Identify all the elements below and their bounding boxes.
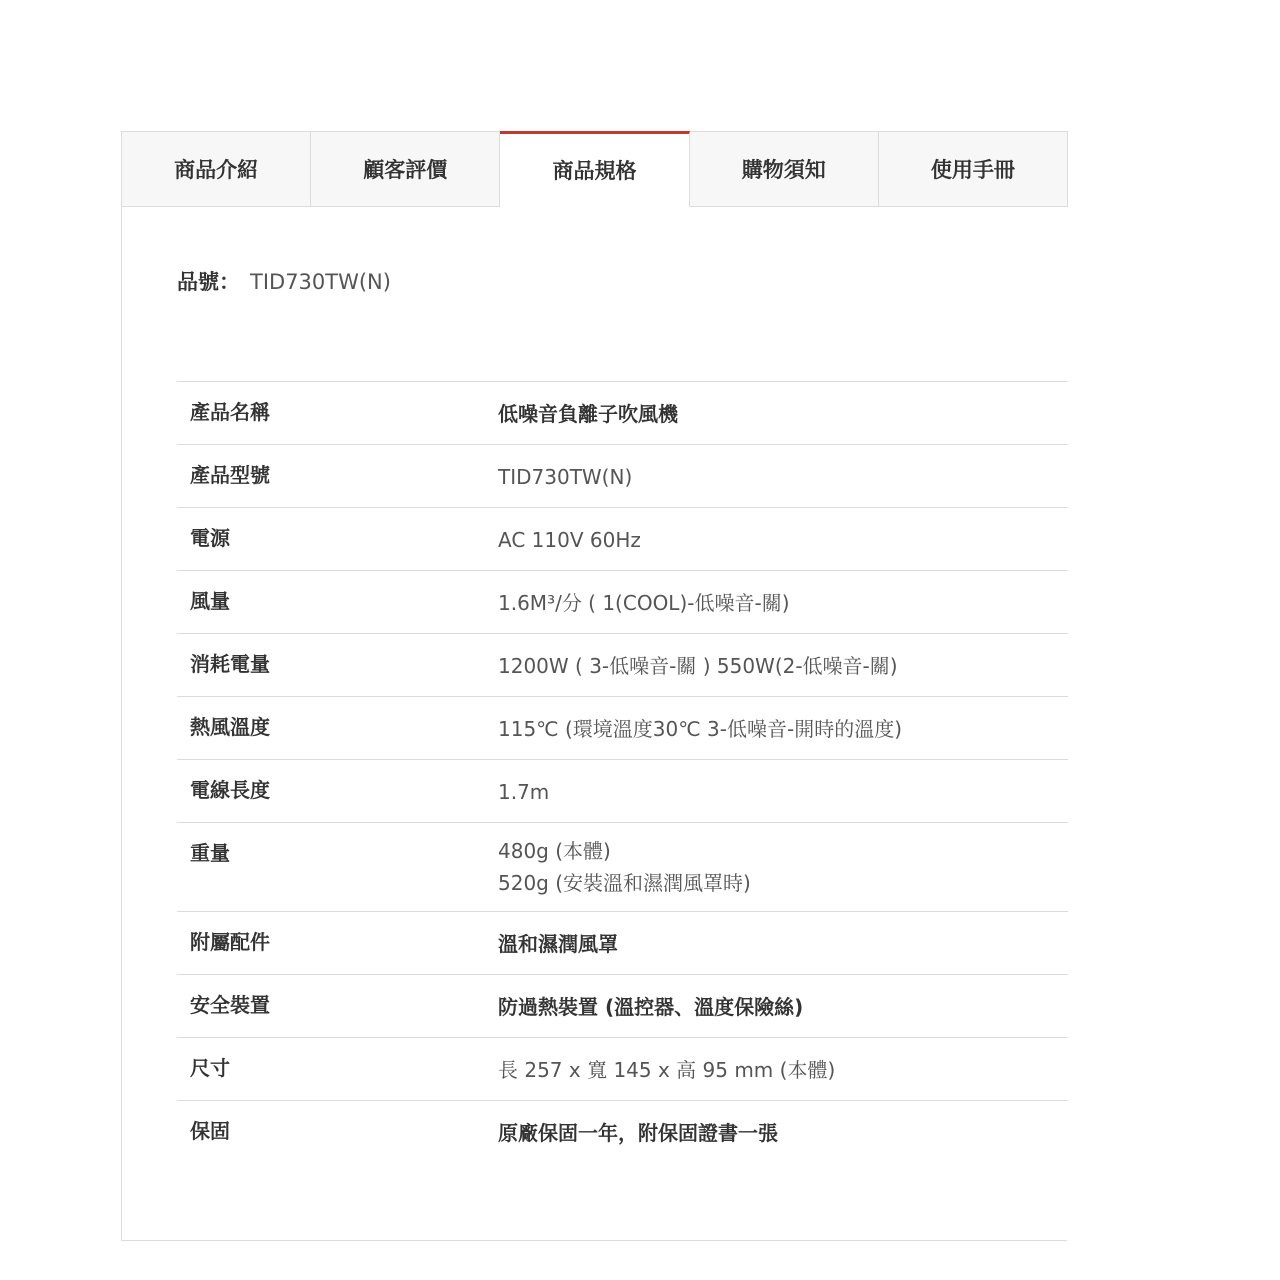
- spec-value-line: 520g (安裝溫和濕潤風罩時): [498, 871, 751, 895]
- tab-product-specs[interactable]: 商品規格: [500, 131, 689, 207]
- spec-row-safety: [177, 975, 1068, 1038]
- product-model-line: [177, 266, 391, 296]
- tab-user-manual[interactable]: 使用手冊: [879, 131, 1068, 207]
- spec-value: 長 257 x 寬 145 x 高 95 mm (本體): [498, 1058, 836, 1082]
- tab-product-intro[interactable]: 商品介紹: [122, 131, 311, 207]
- spec-label: 安全裝置: [190, 993, 270, 1017]
- spec-value: 1.7m: [498, 780, 550, 804]
- spec-value: 1200W ( 3-低噪音-關 ) 550W(2-低噪音-關): [498, 654, 898, 678]
- spec-value: 溫和濕潤風罩: [498, 932, 618, 956]
- spec-label: 產品型號: [190, 463, 270, 487]
- spec-row-product-model: [177, 445, 1068, 508]
- spec-value: 低噪音負離子吹風機: [498, 402, 678, 426]
- spec-label: 附屬配件: [190, 930, 270, 954]
- spec-label: 產品名稱: [190, 400, 270, 424]
- product-model-label: 品號：: [177, 270, 240, 294]
- spec-label: 尺寸: [190, 1056, 230, 1080]
- spec-label: 重量: [190, 841, 230, 865]
- tab-shopping-notice[interactable]: 購物須知: [690, 131, 879, 207]
- spec-label: 消耗電量: [190, 652, 270, 676]
- spec-label: 熱風溫度: [190, 715, 270, 739]
- spec-row-accessories: [177, 912, 1068, 975]
- spec-value: AC 110V 60Hz: [498, 528, 641, 552]
- spec-row-power-consumption: [177, 634, 1068, 697]
- tab-customer-reviews[interactable]: 顧客評價: [311, 131, 500, 207]
- spec-row-dimensions: [177, 1038, 1068, 1101]
- spec-row-product-name: [177, 382, 1068, 445]
- product-model-value: TID730TW(N): [250, 270, 391, 294]
- product-detail-panel: [121, 131, 1067, 1241]
- spec-label: 保固: [190, 1119, 230, 1143]
- spec-row-weight: [177, 823, 1068, 912]
- spec-row-hot-air-temp: [177, 697, 1068, 760]
- spec-value: 原廠保固一年，附保固證書一張: [498, 1121, 778, 1145]
- spec-value: 防過熱裝置 (溫控器、溫度保險絲): [498, 995, 804, 1019]
- spec-value-line: 480g (本體): [498, 839, 611, 863]
- spec-value: 115℃ (環境溫度30℃ 3-低噪音-開時的溫度): [498, 717, 903, 741]
- detail-tabs: [122, 131, 1068, 207]
- spec-row-warranty: [177, 1101, 1068, 1163]
- spec-value: TID730TW(N): [498, 465, 633, 489]
- spec-row-airflow: [177, 571, 1068, 634]
- spec-label: 電線長度: [190, 778, 270, 802]
- spec-value: [485, 823, 1068, 911]
- spec-label: 風量: [190, 589, 230, 613]
- spec-row-cord-length: [177, 760, 1068, 823]
- spec-value: 1.6M³/分 ( 1(COOL)-低噪音-關): [498, 591, 790, 615]
- spec-label: 電源: [190, 526, 230, 550]
- spec-row-power: [177, 508, 1068, 571]
- spec-table: [177, 381, 1068, 1163]
